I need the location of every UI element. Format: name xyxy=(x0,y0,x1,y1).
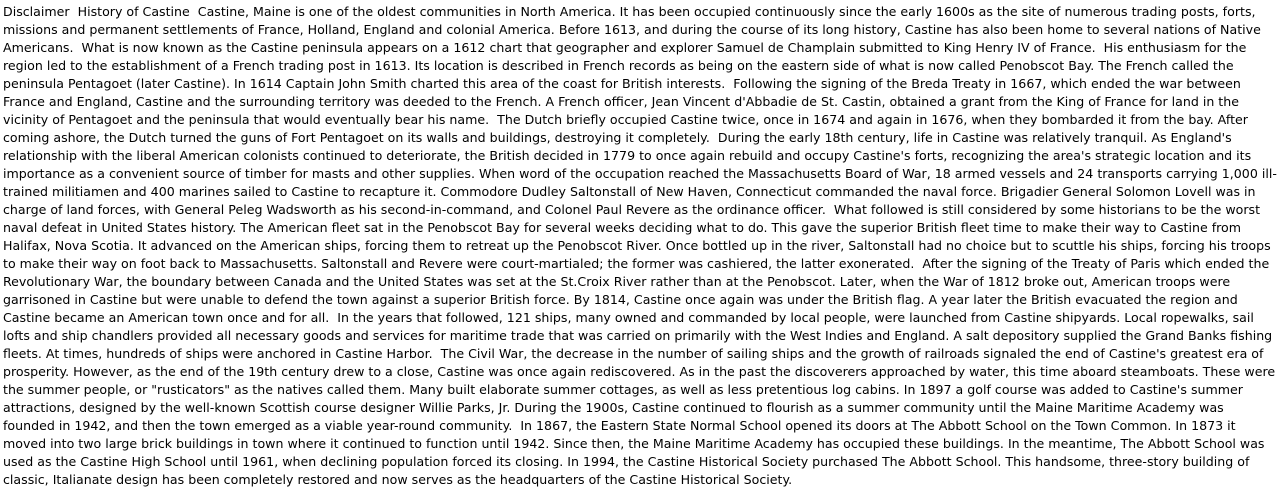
history-of-castine-text: Disclaimer History of Castine Castine, Maine is one of the oldest communities in North America. It has been occupied continuously since the early 1600s as the site of numerous trading posts, forts, missions and permanent settlements of France, Holland, England and colonial America. Before 1613, and during the course of its long history, Castine has also been home to several nations of Native Americans. What is now known as the Castine peninsula appears on a 1612 chart that geographer and explorer Samuel de Champlain submitted to King Henry IV of France. His enthusiasm for the region led to the establishment of a French trading post in 1613. Its location is described in French records as being on the eastern side of what is now called Penobscot Bay. The French called the peninsula Pentagoet (later Castine). In 1614 Captain John Smith charted this area of the coast for British interests. Following the signing of the Breda Treaty in 1667, which ended the war between France and England, Castine and the surrounding territory was deeded to the French. A French officer, Jean Vincent d'Abbadie de St. Castin, obtained a grant from the King of France for land in the vicinity of Pentagoet and the peninsula that would eventually bear his name. The Dutch briefly occupied Castine twice, once in 1674 and again in 1676, when they bombarded it from the bay. After coming ashore, the Dutch turned the guns of Fort Pentagoet on its walls and buildings, destroying it completely. During the early 18th century, life in Castine was relatively tranquil. As England's relationship with the liberal American colonists continued to deteriorate, the British decided in 1779 to once again rebuild and occupy Castine's forts, recognizing the area's strategic location and its importance as a convenient source of timber for masts and other supplies. When word of the occupation reached the Massachusetts Board of War, 18 armed vessels and 24 transports carrying 1,000 ill-trained militiamen and 400 marines sailed to Castine to recapture it. Commodore Dudley Saltonstall of New Haven, Connecticut commanded the naval force. Brigadier General Solomon Lovell was in charge of land forces, with General Peleg Wadsworth as his second-in-command, and Colonel Paul Revere as the ordinance officer. What followed is still considered by some historians to be the worst naval defeat in United States history. The American fleet sat in the Penobscot Bay for several weeks deciding what to do. This gave the superior British fleet time to make their way to Castine from Halifax, Nova Scotia. It advanced on the American ships, forcing them to retreat up the Penobscot River. Once bottled up in the river, Saltonstall had no choice but to scuttle his ships, forcing his troops to make their way on foot back to Massachusetts. Saltonstall and Revere were court-martialed; the former was cashiered, the latter exonerated. After the signing of the Treaty of Paris which ended the Revolutionary War, the boundary between Canada and the United States was set at the St.Croix River rather than at the Penobscot. Later, when the War of 1812 broke out, American troops were garrisoned in Castine but were unable to defend the town against a superior British force. By 1814, Castine once again was under the British flag. A year later the British evacuated the region and Castine became an American town once and for all. In the years that followed, 121 ships, many owned and commanded by local people, were launched from Castine shipyards. Local ropewalks, sail lofts and ship chandlers provided all necessary goods and services for maritime trade that was carried on primarily with the West Indies and England. A salt depository supplied the Grand Banks fishing fleets. At times, hundreds of ships were anchored in Castine Harbor. The Civil War, the decrease in the number of sailing ships and the growth of railroads signaled the end of Castine's greatest era of prosperity. However, as the end of the 19th century drew to a close, Castine was once again rediscovered. As in the past the discoverers approached by water, this time aboard steamboats. These were the summer people, or "rusticators" as the natives called them. Many built elaborate summer cottages, as well as less pretentious log cabins. In 1897 a golf course was added to Castine's summer attractions, designed by the well-known Scottish course designer Willie Parks, Jr. During the 1900s, Castine continued to flourish as a summer community until the Maine Maritime Academy was founded in 1942, and then the town emerged as a viable year-round community. In 1867, the Eastern State Normal School opened its doors at The Abbott School on the Town Common. In 1873 it moved into two large brick buildings in town where it continued to function until 1942. Since then, the Maine Maritime Academy has occupied these buildings. In the meantime, The Abbott School was used as the Castine High School until 1961, when declining population forced its closing. In 1994, the Castine Historical Society purchased The Abbott School. This handsome, three-story building of classic, Italianate design has been completely restored and now serves as the headquarters of the Castine Historical Society. xyxy=(3,4,1280,487)
